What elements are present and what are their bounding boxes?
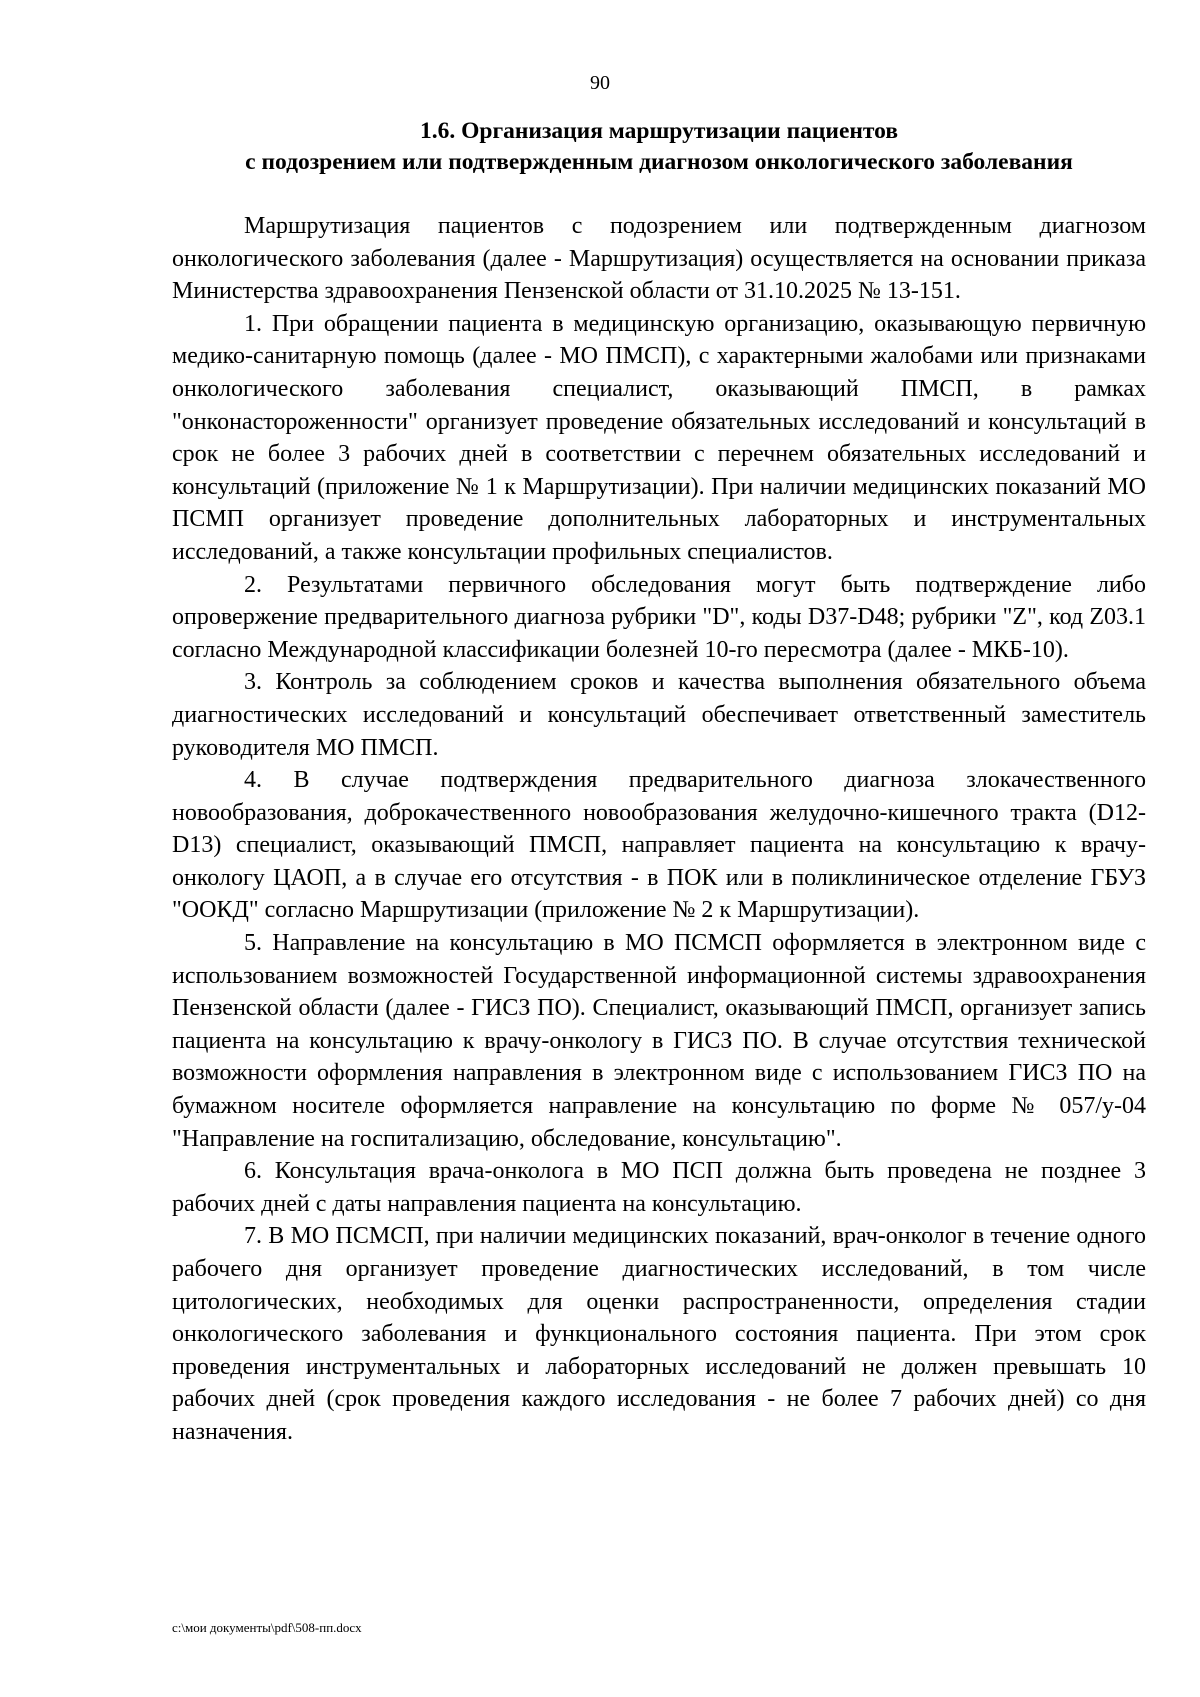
page-number: 90 (590, 72, 610, 94)
paragraph-item-7: 7. В МО ПСМСП, при наличии медицинских показаний, врач-онколог в течение одного рабочего дня организует проведение диагностических исследований, в том числе цитологических, необходимых для оценки распространенности, определения стадии онкологического заболевания и функционального состояния пациента. При этом срок проведения инструментальных и лабораторных исследований не должен превышать 10 рабочих дней (срок проведения каждого исследования - не более 7 рабочих дней) со дня назначения. (172, 1223, 1146, 1445)
section-heading-line-1: 1.6. Организация маршрутизации пациентов (419, 118, 899, 144)
document-body (172, 210, 1146, 1449)
footer-file-path: c:\мои документы\pdf\508-пп.docx (172, 1620, 362, 1635)
paragraph-item-3: 3. Контроль за соблюдением сроков и качества выполнения обязательного объема диагностических исследований и консультаций обеспечивает ответственный заместитель руководителя МО ПМСП. (172, 669, 1146, 761)
section-heading-line-2: с подозрением или подтвержденным диагнозом онкологического заболевания (245, 149, 1073, 175)
paragraph-intro: Маршрутизация пациентов с подозрением или подтвержденным диагнозом онкологического заболевания (далее - Маршрутизация) осуществляется на основании приказа Министерства здравоохранения Пензенской области от 31.10.2025 № 13-151. (172, 213, 1146, 305)
paragraph-item-6: 6. Консультация врача-онколога в МО ПСП должна быть проведена не позднее 3 рабочих дней с даты направления пациента на консультацию. (172, 1158, 1146, 1217)
section-heading (172, 116, 1146, 178)
paragraph-item-2: 2. Результатами первичного обследования могут быть подтверждение либо опровержение предварительного диагноза рубрики "D", коды D37-D48; рубрики "Z", код Z03.1 согласно Международной классификации болезней 10-го пересмотра (далее - МКБ-10). (172, 571, 1146, 663)
paragraph-item-5: 5. Направление на консультацию в МО ПСМСП оформляется в электронном виде с использованием возможностей Государственной информационной системы здравоохранения Пензенской области (далее - ГИСЗ ПО). Специалист, оказывающий ПМСП, организует запись пациента на консультацию к врачу-онкологу в ГИСЗ ПО. В случае отсутствия технической возможности оформления направления в электронном виде с использованием ГИСЗ ПО на бумажном носителе оформляется направление на консультацию по форме № 057/у-04 "Направление на госпитализацию, обследование, консультацию". (172, 930, 1146, 1152)
paragraph-item-1: 1. При обращении пациента в медицинскую организацию, оказывающую первичную медико-санитарную помощь (далее - МО ПМСП), с характерными жалобами или признаками онкологического заболевания специалист, оказывающий ПМСП, в рамках "онконастороженности" организует проведение обязательных исследований и консультаций в срок не более 3 рабочих дней в соответствии с перечнем обязательных исследований и консультаций (приложение № 1 к Маршрутизации). При наличии медицинских показаний МО ПСМП организует проведение дополнительных лабораторных и инструментальных исследований, а также консультации профильных специалистов. (172, 310, 1146, 565)
paragraph-item-4: 4. В случае подтверждения предварительного диагноза злокачественного новообразования, доброкачественного новообразования желудочно-кишечного тракта (D12-D13) специалист, оказывающий ПМСП, направляет пациента на консультацию к врачу-онкологу ЦАОП, а в случае его отсутствия - в ПОК или в поликлиническое отделение ГБУЗ "ООКД" согласно Маршрутизации (приложение № 2 к Маршрутизации). (172, 767, 1146, 924)
